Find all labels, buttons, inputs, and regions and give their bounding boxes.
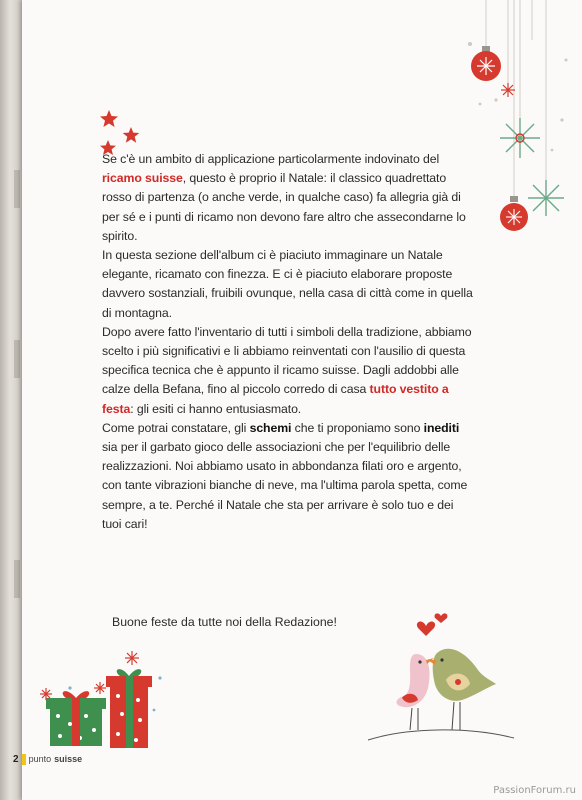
signoff-text: Buone feste da tutte noi della Redazione! [112, 615, 337, 629]
hanging-ornaments-icon [462, 0, 582, 240]
text-run: Se c'è un ambito di applicazione particolarmente indovinato del [102, 152, 440, 166]
footer-brand-punto: punto [28, 754, 52, 764]
highlight-ricamo-suisse: ricamo suisse [102, 171, 183, 186]
binding-mark [14, 340, 20, 378]
love-birds-icon [366, 612, 516, 752]
binding-mark [14, 560, 20, 598]
footer-yellow-bar [22, 754, 26, 765]
article-body [102, 150, 474, 534]
bold-inediti: inediti [423, 420, 460, 435]
text-run: , questo è proprio il Natale: il classico quadrettato rosso di partenza (o anche verde, in qualche caso) fa allegria già di per sé e i punti di ricamo non devono fare altro che assecondarne lo spirito. [102, 171, 466, 243]
highlight-tutto-vestito: tutto vestito a festa [102, 382, 449, 416]
paragraph-elegant-christmas: In questa sezione dell'album ci è piaciuto immaginare un Natale elegante, ricamato con finezza. E ci è piaciuto elaborare proposte davvero sostanziali, fruibili ovunque, nella casa di città come in quella di montagna. [102, 248, 473, 320]
page-number: 2 [13, 753, 19, 765]
paragraph-schemes [102, 419, 474, 534]
paragraph-intro [102, 150, 474, 246]
text-run: che ti proponiamo sono [291, 420, 424, 435]
text-run: Dopo avere fatto l'inventario di tutti i simboli della tradizione, abbiamo scelto i più significativi e li abbiamo reinventati con l'ausilio di questa specifica tecnica che è appunto il ricamo suisse. Dagli addobbi alle calze della Befana, fino al piccolo corredo di casa [102, 324, 472, 397]
binding-mark [14, 170, 20, 208]
text-run: : gli esiti ci hanno entusiasmato. [130, 401, 302, 416]
paragraph-inventory [102, 323, 474, 419]
gift-boxes-icon [36, 648, 166, 758]
watermark: PassionForum.ru [493, 785, 576, 796]
text-run: Come potrai constatare, gli [102, 420, 250, 435]
page-footer [13, 752, 82, 766]
bold-schemi: schemi [249, 420, 292, 435]
text-run: sia per il garbato gioco delle associazioni che per l'equilibrio delle realizzazioni. Noi abbiamo usato in abbondanza filati oro e argento, con tante vibrazioni bianche di neve, ma l'ultima parola spetta, come sempre, a te. Perché il Natale che sta per arrivare è solo tuo e dei tuoi cari! [102, 440, 468, 531]
page-binding [0, 0, 22, 800]
footer-brand-suisse: suisse [54, 754, 83, 764]
